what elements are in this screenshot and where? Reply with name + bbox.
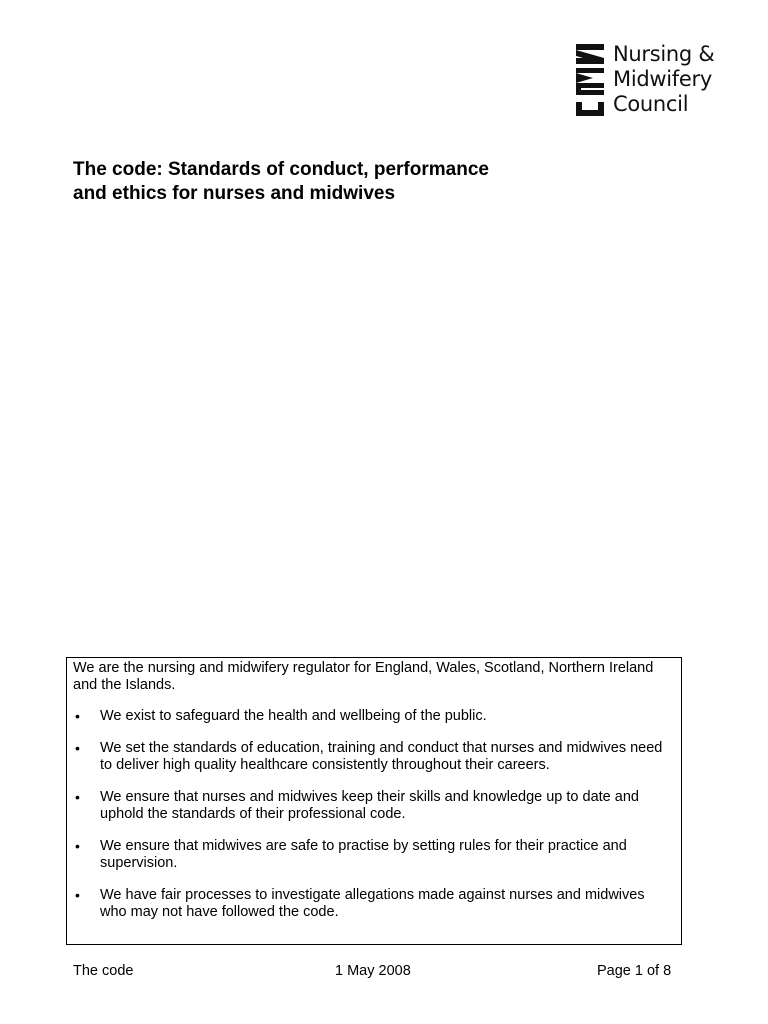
list-item: • We exist to safeguard the health and wellbeing of the public. <box>73 708 675 725</box>
list-item: • We ensure that nurses and midwives keep their skills and knowledge up to date and uphold the standards of their professional code. <box>73 789 675 823</box>
mission-intro: We are the nursing and midwifery regulator for England, Wales, Scotland, Northern Ireland and the Islands. <box>73 660 654 693</box>
nmc-logo-mark <box>573 42 607 118</box>
logo-line-1: Nursing & <box>613 42 715 66</box>
footer-date: 1 May 2008 <box>335 963 411 979</box>
mission-list <box>73 708 675 921</box>
footer-page-number: Page 1 of 8 <box>597 963 672 979</box>
footer-document-name: The code <box>73 963 134 979</box>
logo-line-3: Council <box>613 92 689 116</box>
list-item: • We have fair processes to investigate allegations made against nurses and midwives who may not have followed the code. <box>73 887 675 921</box>
logo-wordmark <box>613 42 714 117</box>
document-title <box>73 158 633 206</box>
mission-statement-box <box>66 657 682 945</box>
list-item: • We set the standards of education, training and conduct that nurses and midwives need to deliver high quality healthcare consistently throughout their careers. <box>73 740 675 774</box>
list-item: • We ensure that midwives are safe to practise by setting rules for their practice and supervision. <box>73 838 675 872</box>
title-line-2: and ethics for nurses and midwives <box>73 183 396 204</box>
nmc-logo <box>573 42 733 118</box>
logo-line-2: Midwifery <box>613 67 712 91</box>
title-line-1: The code: Standards of conduct, performance <box>73 159 489 180</box>
